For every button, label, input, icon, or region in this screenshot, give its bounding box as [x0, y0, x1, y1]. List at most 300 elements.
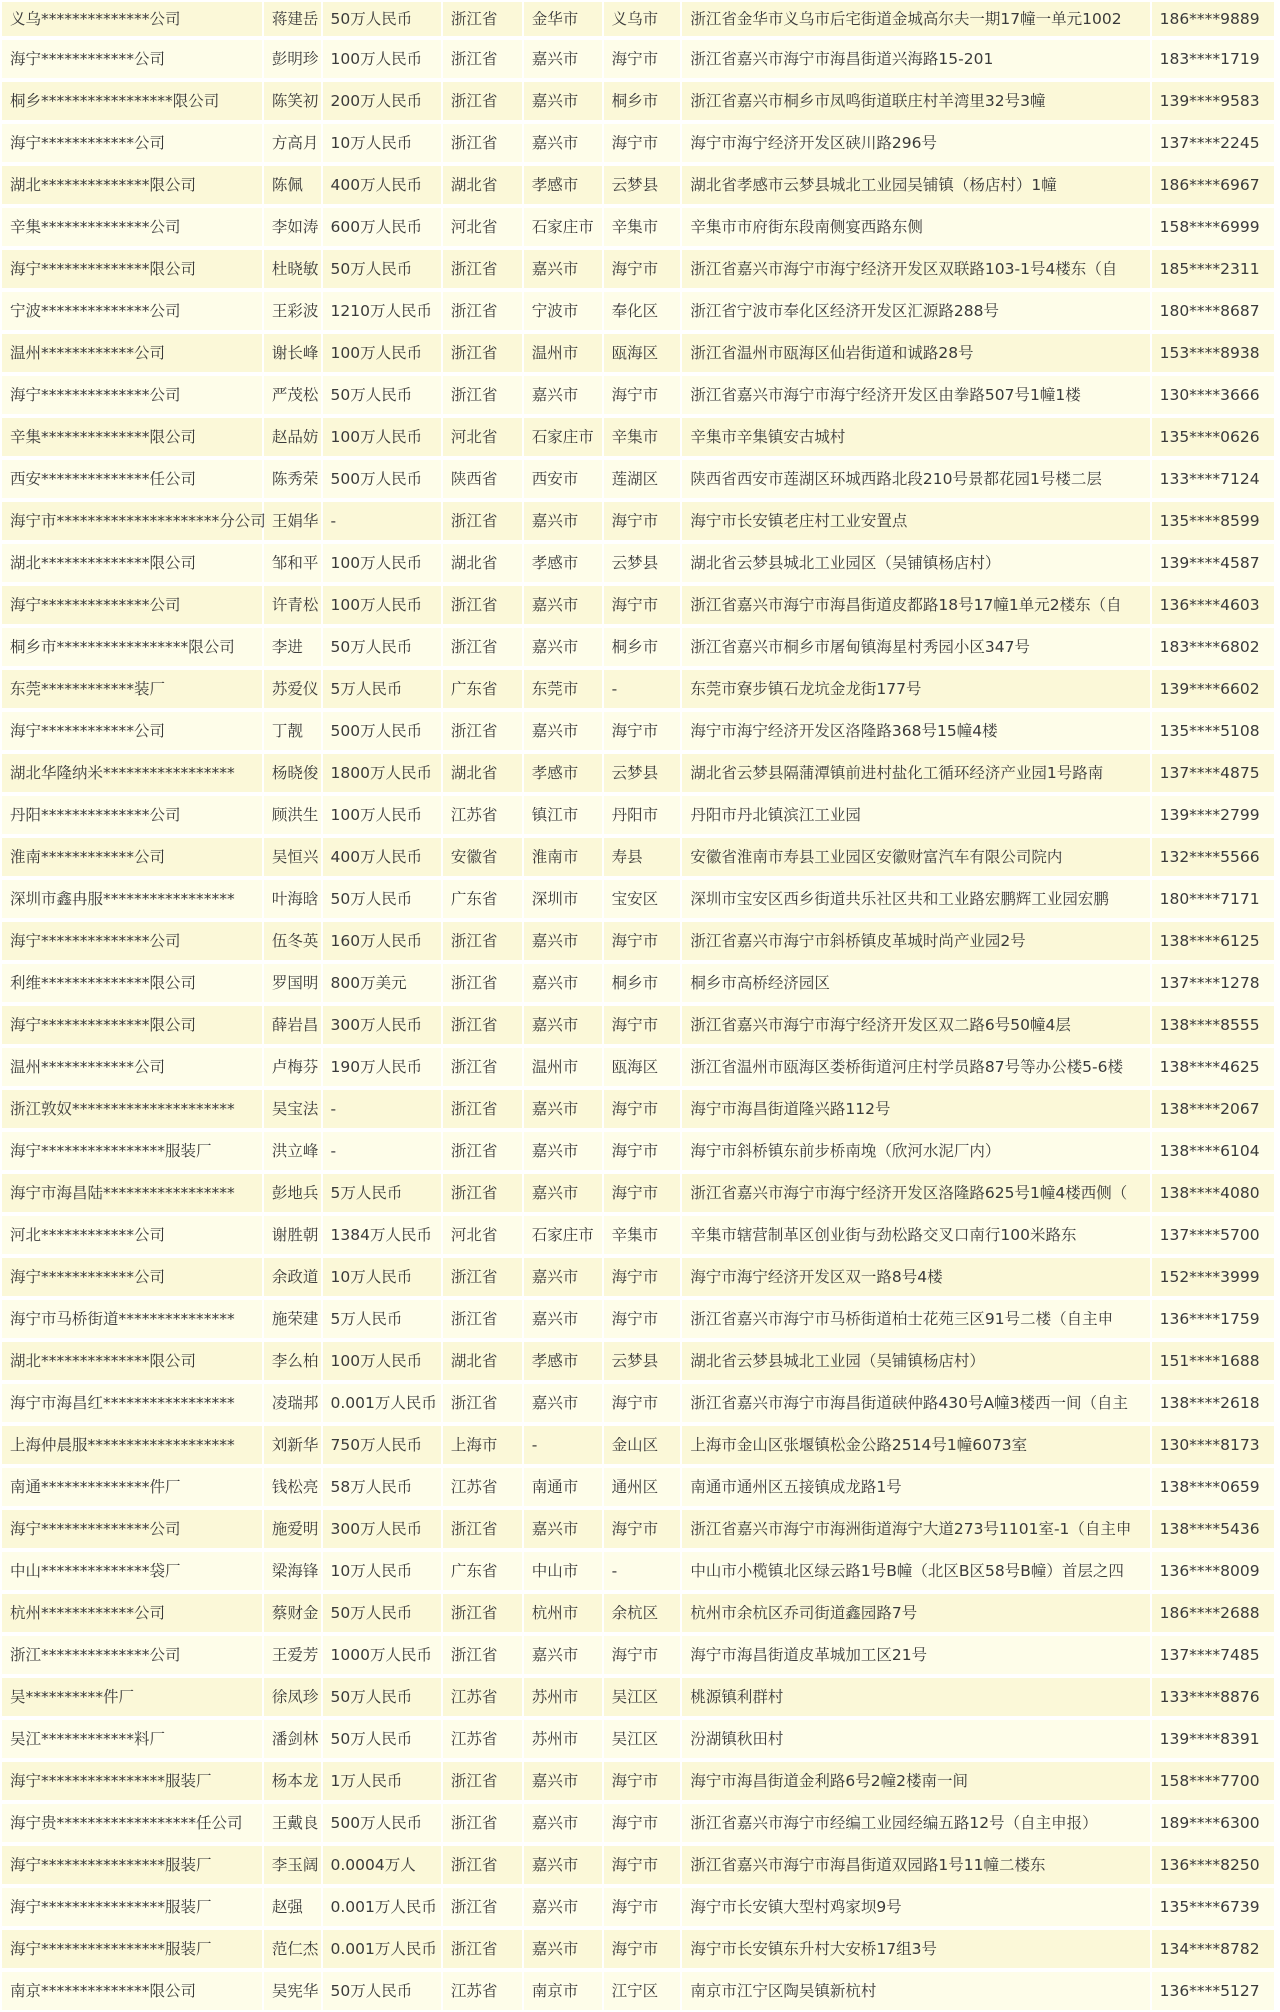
cell-address: 浙江省宁波市奉化区经济开发区汇源路288号 [682, 290, 1149, 332]
cell-city: 镇江市 [524, 794, 602, 836]
cell-address: 浙江省嘉兴市海宁市海宁经济开发区双联路103-1号4楼东（自 [682, 248, 1149, 290]
table-row [2, 1046, 1274, 1088]
table-row [2, 794, 1274, 836]
cell-district: 金山区 [604, 1424, 681, 1466]
cell-district: 海宁市 [604, 1760, 681, 1802]
cell-city: 嘉兴市 [524, 80, 602, 122]
cell-district: 海宁市 [604, 1508, 681, 1550]
cell-registered-capital: 50万人民币 [323, 878, 441, 920]
cell-address: 浙江省嘉兴市海宁市海昌街道兴海路15-201 [682, 38, 1149, 80]
table-row [2, 0, 1274, 38]
cell-city: 南京市 [524, 1970, 602, 2012]
cell-phone: 138****8555 [1152, 1004, 1274, 1046]
cell-city: 苏州市 [524, 1718, 602, 1760]
cell-city: 嘉兴市 [524, 1172, 602, 1214]
cell-province: 浙江省 [443, 1088, 522, 1130]
cell-district: 桐乡市 [604, 962, 681, 1004]
cell-address: 桃源镇利群村 [682, 1676, 1149, 1718]
cell-legal-representative: 施爱明 [264, 1508, 321, 1550]
cell-company-name: 海宁市马桥街道*************** [2, 1298, 262, 1340]
cell-legal-representative: 伍冬英 [264, 920, 321, 962]
cell-phone: 138****0659 [1152, 1466, 1274, 1508]
cell-phone: 153****8938 [1152, 332, 1274, 374]
cell-district: 海宁市 [604, 1634, 681, 1676]
cell-phone: 139****6602 [1152, 668, 1274, 710]
cell-company-name: 海宁**************公司 [2, 920, 262, 962]
cell-legal-representative: 赵品妨 [264, 416, 321, 458]
table-row [2, 332, 1274, 374]
cell-province: 湖北省 [443, 752, 522, 794]
cell-legal-representative: 李如涛 [264, 206, 321, 248]
cell-city: 嘉兴市 [524, 1130, 602, 1172]
table-row [2, 458, 1274, 500]
table-row [2, 1172, 1274, 1214]
cell-company-name: 海宁************公司 [2, 38, 262, 80]
cell-city: 嘉兴市 [524, 1508, 602, 1550]
cell-address: 南通市通州区五接镇成龙路1号 [682, 1466, 1149, 1508]
cell-province: 浙江省 [443, 920, 522, 962]
cell-phone: 136****5127 [1152, 1970, 1274, 2012]
cell-registered-capital: 10万人民币 [323, 122, 441, 164]
cell-registered-capital: 800万美元 [323, 962, 441, 1004]
cell-province: 浙江省 [443, 1256, 522, 1298]
table-row [2, 164, 1274, 206]
cell-phone: 151****1688 [1152, 1340, 1274, 1382]
cell-district: 义乌市 [604, 0, 681, 38]
cell-company-name: 海宁**************公司 [2, 374, 262, 416]
cell-province: 湖北省 [443, 164, 522, 206]
cell-city: 嘉兴市 [524, 374, 602, 416]
cell-phone: 135****0626 [1152, 416, 1274, 458]
cell-company-name: 丹阳**************公司 [2, 794, 262, 836]
cell-company-name: 海宁**************限公司 [2, 248, 262, 290]
cell-address: 海宁市长安镇东升村大安桥17组3号 [682, 1928, 1149, 1970]
cell-phone: 139****8391 [1152, 1718, 1274, 1760]
cell-address: 浙江省嘉兴市海宁市海昌街道双园路1号11幢二楼东 [682, 1844, 1149, 1886]
cell-legal-representative: 谢胜朝 [264, 1214, 321, 1256]
cell-company-name: 上海仲晨服******************* [2, 1424, 262, 1466]
table-row [2, 206, 1274, 248]
cell-registered-capital: 50万人民币 [323, 626, 441, 668]
cell-company-name: 海宁****************服装厂 [2, 1760, 262, 1802]
cell-city: 嘉兴市 [524, 1382, 602, 1424]
cell-city: 嘉兴市 [524, 500, 602, 542]
cell-province: 浙江省 [443, 248, 522, 290]
cell-phone: 136****8009 [1152, 1550, 1274, 1592]
cell-province: 浙江省 [443, 38, 522, 80]
cell-district: 海宁市 [604, 1802, 681, 1844]
cell-province: 浙江省 [443, 1844, 522, 1886]
cell-phone: 138****6125 [1152, 920, 1274, 962]
cell-district: 宝安区 [604, 878, 681, 920]
cell-district: 云梦县 [604, 542, 681, 584]
cell-registered-capital: 0.001万人民币 [323, 1886, 441, 1928]
cell-phone: 186****9889 [1152, 0, 1274, 38]
cell-address: 浙江省嘉兴市海宁市经编工业园经编五路12号（自主申报） [682, 1802, 1149, 1844]
cell-registered-capital: 5万人民币 [323, 668, 441, 710]
table-row [2, 1676, 1274, 1718]
table-row [2, 1886, 1274, 1928]
cell-company-name: 海宁****************服装厂 [2, 1130, 262, 1172]
cell-company-name: 湖北华隆纳米***************** [2, 752, 262, 794]
cell-registered-capital: 100万人民币 [323, 794, 441, 836]
cell-city: 苏州市 [524, 1676, 602, 1718]
cell-registered-capital: 1000万人民币 [323, 1634, 441, 1676]
cell-address: 辛集市市府街东段南侧宴西路东侧 [682, 206, 1149, 248]
cell-legal-representative: 王彩波 [264, 290, 321, 332]
cell-phone: 183****1719 [1152, 38, 1274, 80]
cell-address: 浙江省嘉兴市海宁市海宁经济开发区洛隆路625号1幢4楼西侧（ [682, 1172, 1149, 1214]
cell-city: 淮南市 [524, 836, 602, 878]
table-row [2, 1928, 1274, 1970]
cell-district: 桐乡市 [604, 626, 681, 668]
table-row [2, 1340, 1274, 1382]
cell-city: 孝感市 [524, 542, 602, 584]
cell-district: 海宁市 [604, 248, 681, 290]
cell-legal-representative: 严茂松 [264, 374, 321, 416]
cell-legal-representative: 李进 [264, 626, 321, 668]
cell-district: 海宁市 [604, 1172, 681, 1214]
cell-city: 温州市 [524, 332, 602, 374]
cell-phone: 135****5108 [1152, 710, 1274, 752]
cell-legal-representative: 凌瑞邦 [264, 1382, 321, 1424]
cell-district: 海宁市 [604, 1382, 681, 1424]
cell-registered-capital: 1384万人民币 [323, 1214, 441, 1256]
cell-legal-representative: 吴宪华 [264, 1970, 321, 2012]
cell-phone: 130****3666 [1152, 374, 1274, 416]
cell-district: 海宁市 [604, 500, 681, 542]
table-row [2, 1844, 1274, 1886]
cell-address: 海宁市海宁经济开发区硖川路296号 [682, 122, 1149, 164]
cell-registered-capital: 160万人民币 [323, 920, 441, 962]
cell-legal-representative: 陈佩 [264, 164, 321, 206]
cell-province: 浙江省 [443, 1760, 522, 1802]
cell-district: 丹阳市 [604, 794, 681, 836]
table-row [2, 248, 1274, 290]
cell-district: 海宁市 [604, 1298, 681, 1340]
cell-city: 嘉兴市 [524, 1928, 602, 1970]
cell-legal-representative: 蔡财金 [264, 1592, 321, 1634]
cell-district: 海宁市 [604, 1256, 681, 1298]
cell-address: 海宁市斜桥镇东前步桥南堍（欣河水泥厂内） [682, 1130, 1149, 1172]
cell-city: 孝感市 [524, 164, 602, 206]
cell-registered-capital: 50万人民币 [323, 1718, 441, 1760]
cell-city: 嘉兴市 [524, 1004, 602, 1046]
cell-company-name: 浙江敦奴********************* [2, 1088, 262, 1130]
cell-city: 嘉兴市 [524, 1256, 602, 1298]
cell-province: 陕西省 [443, 458, 522, 500]
cell-district: 海宁市 [604, 1130, 681, 1172]
table-row [2, 38, 1274, 80]
cell-phone: 158****6999 [1152, 206, 1274, 248]
table-row [2, 1508, 1274, 1550]
cell-registered-capital: 500万人民币 [323, 458, 441, 500]
cell-phone: 133****7124 [1152, 458, 1274, 500]
table-row [2, 1550, 1274, 1592]
cell-company-name: 东莞************装厂 [2, 668, 262, 710]
cell-district: 吴江区 [604, 1718, 681, 1760]
cell-legal-representative: 吴宝法 [264, 1088, 321, 1130]
cell-legal-representative: 叶海晗 [264, 878, 321, 920]
cell-province: 浙江省 [443, 290, 522, 332]
cell-district: 通州区 [604, 1466, 681, 1508]
cell-company-name: 温州************公司 [2, 1046, 262, 1088]
cell-registered-capital: 58万人民币 [323, 1466, 441, 1508]
cell-province: 江苏省 [443, 794, 522, 836]
cell-city: 嘉兴市 [524, 38, 602, 80]
cell-address: 浙江省嘉兴市桐乡市凤鸣街道联庄村羊湾里32号3幢 [682, 80, 1149, 122]
table-row [2, 290, 1274, 332]
cell-registered-capital: - [323, 1088, 441, 1130]
cell-address: 辛集市辛集镇安古城村 [682, 416, 1149, 458]
cell-company-name: 义乌**************公司 [2, 0, 262, 38]
cell-registered-capital: 1800万人民币 [323, 752, 441, 794]
cell-registered-capital: 50万人民币 [323, 248, 441, 290]
cell-legal-representative: 洪立峰 [264, 1130, 321, 1172]
cell-phone: 138****5436 [1152, 1508, 1274, 1550]
cell-phone: 185****2311 [1152, 248, 1274, 290]
cell-company-name: 海宁************公司 [2, 122, 262, 164]
cell-province: 江苏省 [443, 1718, 522, 1760]
cell-province: 河北省 [443, 206, 522, 248]
cell-address: 辛集市辖营制革区创业街与劲松路交叉口南行100米路东 [682, 1214, 1149, 1256]
cell-legal-representative: 王娟华 [264, 500, 321, 542]
cell-province: 河北省 [443, 416, 522, 458]
cell-city: 嘉兴市 [524, 122, 602, 164]
cell-registered-capital: 100万人民币 [323, 584, 441, 626]
cell-phone: 138****4080 [1152, 1172, 1274, 1214]
cell-province: 浙江省 [443, 0, 522, 38]
cell-district: 奉化区 [604, 290, 681, 332]
cell-province: 浙江省 [443, 1046, 522, 1088]
cell-address: 浙江省嘉兴市桐乡市屠甸镇海星村秀园小区347号 [682, 626, 1149, 668]
cell-province: 江苏省 [443, 1970, 522, 2012]
cell-legal-representative: 丁靓 [264, 710, 321, 752]
cell-registered-capital: 0.0004万人 [323, 1844, 441, 1886]
table-row [2, 584, 1274, 626]
cell-company-name: 杭州************公司 [2, 1592, 262, 1634]
table-row [2, 1214, 1274, 1256]
cell-phone: 186****2688 [1152, 1592, 1274, 1634]
cell-registered-capital: 10万人民币 [323, 1256, 441, 1298]
cell-address: 浙江省金华市义乌市后宅街道金城高尔夫一期17幢一单元1002 [682, 0, 1149, 38]
cell-company-name: 宁波**************公司 [2, 290, 262, 332]
cell-address: 海宁市长安镇老庄村工业安置点 [682, 500, 1149, 542]
table-row [2, 1382, 1274, 1424]
cell-address: 丹阳市丹北镇滨江工业园 [682, 794, 1149, 836]
company-records-body [2, 0, 1274, 2012]
cell-company-name: 海宁市*********************分公司 [2, 500, 262, 542]
table-row [2, 626, 1274, 668]
cell-province: 浙江省 [443, 962, 522, 1004]
cell-district: 海宁市 [604, 1928, 681, 1970]
cell-address: 湖北省云梦县隔蒲潭镇前进村盐化工循环经济产业园1号路南 [682, 752, 1149, 794]
cell-district: 云梦县 [604, 164, 681, 206]
cell-company-name: 南京**************限公司 [2, 1970, 262, 2012]
cell-phone: 133****8876 [1152, 1676, 1274, 1718]
cell-registered-capital: 1万人民币 [323, 1760, 441, 1802]
cell-legal-representative: 潘剑林 [264, 1718, 321, 1760]
cell-legal-representative: 苏爱仪 [264, 668, 321, 710]
cell-address: 湖北省孝感市云梦县城北工业园吴铺镇（杨店村）1幢 [682, 164, 1149, 206]
cell-registered-capital: 600万人民币 [323, 206, 441, 248]
cell-address: 上海市金山区张堰镇松金公路2514号1幢6073室 [682, 1424, 1149, 1466]
cell-address: 浙江省嘉兴市海宁市马桥街道柏士花苑三区91号二楼（自主申 [682, 1298, 1149, 1340]
cell-registered-capital: 100万人民币 [323, 332, 441, 374]
cell-legal-representative: 杨晓俊 [264, 752, 321, 794]
cell-legal-representative: 罗国明 [264, 962, 321, 1004]
cell-province: 浙江省 [443, 710, 522, 752]
cell-district: 海宁市 [604, 584, 681, 626]
cell-legal-representative: 陈秀荣 [264, 458, 321, 500]
cell-legal-representative: 彭地兵 [264, 1172, 321, 1214]
cell-registered-capital: 50万人民币 [323, 1970, 441, 2012]
cell-district: - [604, 668, 681, 710]
cell-district: 海宁市 [604, 920, 681, 962]
cell-address: 浙江省嘉兴市海宁市海洲街道海宁大道273号1101室-1（自主申 [682, 1508, 1149, 1550]
cell-phone: 138****2618 [1152, 1382, 1274, 1424]
cell-district: 桐乡市 [604, 80, 681, 122]
cell-province: 浙江省 [443, 584, 522, 626]
cell-address: 中山市小榄镇北区绿云路1号B幢（北区B区58号B幢）首层之四 [682, 1550, 1149, 1592]
cell-company-name: 浙江**************公司 [2, 1634, 262, 1676]
cell-company-name: 利维**************限公司 [2, 962, 262, 1004]
cell-address: 海宁市海昌街道隆兴路112号 [682, 1088, 1149, 1130]
cell-company-name: 海宁****************服装厂 [2, 1844, 262, 1886]
cell-address: 浙江省嘉兴市海宁市斜桥镇皮革城时尚产业园2号 [682, 920, 1149, 962]
cell-legal-representative: 李玉阔 [264, 1844, 321, 1886]
cell-legal-representative: 薛岩昌 [264, 1004, 321, 1046]
table-row [2, 500, 1274, 542]
cell-province: 浙江省 [443, 1004, 522, 1046]
cell-district: 辛集市 [604, 416, 681, 458]
cell-company-name: 温州************公司 [2, 332, 262, 374]
cell-province: 浙江省 [443, 1508, 522, 1550]
cell-phone: 136****8250 [1152, 1844, 1274, 1886]
cell-city: 嘉兴市 [524, 1760, 602, 1802]
cell-city: 中山市 [524, 1550, 602, 1592]
cell-address: 海宁市海昌街道皮革城加工区21号 [682, 1634, 1149, 1676]
cell-district: 云梦县 [604, 1340, 681, 1382]
cell-legal-representative: 邹和平 [264, 542, 321, 584]
cell-phone: 132****5566 [1152, 836, 1274, 878]
cell-phone: 137****7485 [1152, 1634, 1274, 1676]
cell-city: 嘉兴市 [524, 1298, 602, 1340]
cell-legal-representative: 顾洪生 [264, 794, 321, 836]
cell-registered-capital: 0.001万人民币 [323, 1928, 441, 1970]
cell-province: 浙江省 [443, 1172, 522, 1214]
cell-phone: 139****4587 [1152, 542, 1274, 584]
cell-legal-representative: 吴恒兴 [264, 836, 321, 878]
cell-registered-capital: 100万人民币 [323, 416, 441, 458]
cell-phone: 138****4625 [1152, 1046, 1274, 1088]
cell-address: 海宁市海宁经济开发区洛隆路368号15幢4楼 [682, 710, 1149, 752]
cell-address: 海宁市长安镇大型村鸡家坝9号 [682, 1886, 1149, 1928]
cell-legal-representative: 徐凤珍 [264, 1676, 321, 1718]
cell-company-name: 南通**************件厂 [2, 1466, 262, 1508]
table-row [2, 374, 1274, 416]
table-row [2, 1088, 1274, 1130]
cell-phone: 136****4603 [1152, 584, 1274, 626]
cell-province: 广东省 [443, 1550, 522, 1592]
cell-city: 嘉兴市 [524, 626, 602, 668]
cell-province: 浙江省 [443, 1298, 522, 1340]
cell-company-name: 海宁****************服装厂 [2, 1928, 262, 1970]
cell-address: 浙江省温州市瓯海区娄桥街道河庄村学员路87号等办公楼5-6楼 [682, 1046, 1149, 1088]
cell-company-name: 海宁**************限公司 [2, 1004, 262, 1046]
cell-company-name: 辛集**************公司 [2, 206, 262, 248]
cell-city: 嘉兴市 [524, 1634, 602, 1676]
cell-registered-capital: 50万人民币 [323, 1592, 441, 1634]
cell-province: 湖北省 [443, 542, 522, 584]
cell-company-name: 湖北**************限公司 [2, 542, 262, 584]
cell-legal-representative: 赵强 [264, 1886, 321, 1928]
cell-district: 海宁市 [604, 38, 681, 80]
cell-registered-capital: 500万人民币 [323, 1802, 441, 1844]
cell-legal-representative: 卢梅芬 [264, 1046, 321, 1088]
cell-company-name: 湖北**************限公司 [2, 164, 262, 206]
cell-phone: 137****1278 [1152, 962, 1274, 1004]
cell-address: 南京市江宁区陶吴镇新杭村 [682, 1970, 1149, 2012]
cell-phone: 180****8687 [1152, 290, 1274, 332]
cell-address: 深圳市宝安区西乡街道共乐社区共和工业路宏鹏辉工业园宏鹏 [682, 878, 1149, 920]
cell-legal-representative: 王戴良 [264, 1802, 321, 1844]
cell-legal-representative: 施荣建 [264, 1298, 321, 1340]
cell-province: 浙江省 [443, 374, 522, 416]
cell-province: 浙江省 [443, 1928, 522, 1970]
table-row [2, 1634, 1274, 1676]
cell-district: - [604, 1550, 681, 1592]
cell-province: 湖北省 [443, 1340, 522, 1382]
table-row [2, 1298, 1274, 1340]
cell-city: 嘉兴市 [524, 248, 602, 290]
cell-city: 石家庄市 [524, 416, 602, 458]
cell-registered-capital: 0.001万人民币 [323, 1382, 441, 1424]
cell-address: 浙江省嘉兴市海宁市海宁经济开发区双二路6号50幢4层 [682, 1004, 1149, 1046]
cell-registered-capital: 5万人民币 [323, 1172, 441, 1214]
cell-company-name: 中山**************袋厂 [2, 1550, 262, 1592]
cell-company-name: 海宁**************公司 [2, 584, 262, 626]
table-row [2, 878, 1274, 920]
cell-province: 安徽省 [443, 836, 522, 878]
cell-phone: 135****6739 [1152, 1886, 1274, 1928]
cell-registered-capital: 100万人民币 [323, 38, 441, 80]
cell-legal-representative: 方高月 [264, 122, 321, 164]
cell-legal-representative: 梁海锋 [264, 1550, 321, 1592]
cell-company-name: 西安**************任公司 [2, 458, 262, 500]
cell-phone: 135****8599 [1152, 500, 1274, 542]
cell-phone: 139****9583 [1152, 80, 1274, 122]
cell-registered-capital: 400万人民币 [323, 836, 441, 878]
cell-address: 海宁市海昌街道金利路6号2幢2楼南一间 [682, 1760, 1149, 1802]
cell-city: 东莞市 [524, 668, 602, 710]
table-row [2, 1256, 1274, 1298]
cell-legal-representative: 杜晓敏 [264, 248, 321, 290]
table-row [2, 668, 1274, 710]
cell-city: - [524, 1424, 602, 1466]
cell-province: 浙江省 [443, 1592, 522, 1634]
cell-phone: 152****3999 [1152, 1256, 1274, 1298]
cell-phone: 130****8173 [1152, 1424, 1274, 1466]
cell-company-name: 海宁市海昌红***************** [2, 1382, 262, 1424]
cell-address: 陕西省西安市莲湖区环城西路北段210号景都花园1号楼二层 [682, 458, 1149, 500]
cell-company-name: 海宁**************公司 [2, 1508, 262, 1550]
table-row [2, 1760, 1274, 1802]
cell-address: 桐乡市高桥经济园区 [682, 962, 1149, 1004]
cell-registered-capital: 10万人民币 [323, 1550, 441, 1592]
table-row [2, 962, 1274, 1004]
cell-city: 宁波市 [524, 290, 602, 332]
